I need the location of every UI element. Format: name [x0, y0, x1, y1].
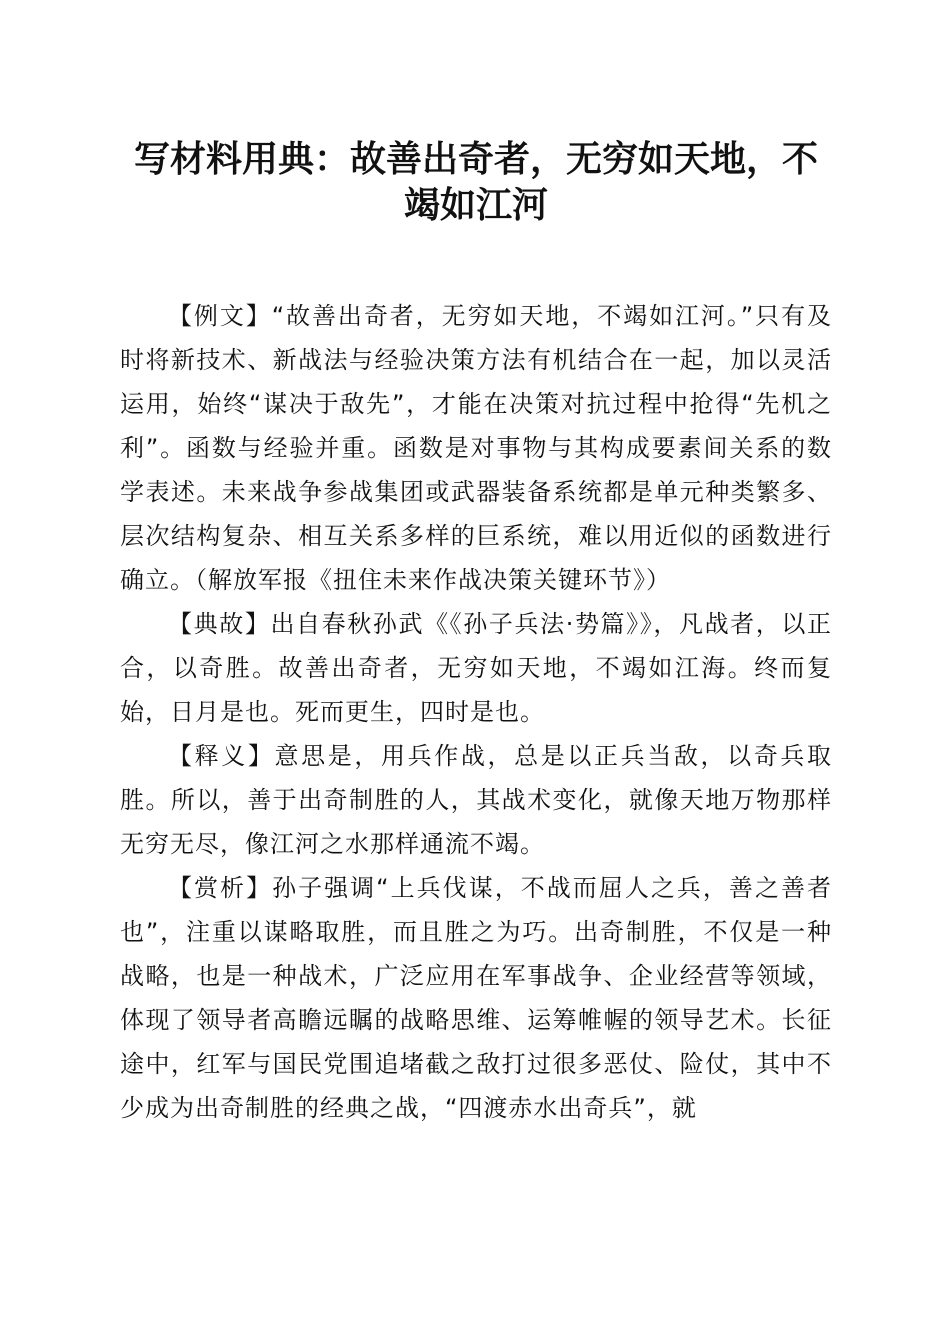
paragraph-allusion [120, 602, 832, 734]
paragraph-text: “故善出奇者，无穷如天地，不竭如江河。”只有及时将新技术、新战法与经验决策方法有机结合在一起，加以灵活运用，始终“谋决于敌先”，才能在决策对抗过程中抢得“先机之利”。函数与经验并重。函数是对事物与其构成要素间关系的数学表述。未来战争参战集团或武器装备系统都是单元种类繁多、层次结构复杂、相互关系多样的巨系统，难以用近似的函数进行确立。（解放军报《扭住未来作战决策关键环节》） [120, 302, 832, 594]
document-page [120, 0, 832, 1130]
paragraph-tag: 【赏析】 [168, 874, 273, 902]
paragraph-example [120, 294, 832, 602]
paragraph-meaning [120, 734, 832, 866]
paragraph-tag: 【释义】 [168, 742, 275, 770]
paragraph-tag: 【例文】 [168, 302, 272, 330]
paragraph-text: 意思是，用兵作战，总是以正兵当敌，以奇兵取胜。所以，善于出奇制胜的人，其战术变化，就像天地万物那样无穷无尽，像江河之水那样通流不竭。 [120, 742, 832, 858]
paragraph-appreciation [120, 866, 832, 1130]
paragraph-text: 出自春秋孙武《《孙子兵法·势篇》》，凡战者，以正合，以奇胜。故善出奇者，无穷如天地，不竭如江海。终而复始，日月是也。死而更生，四时是也。 [120, 610, 833, 726]
paragraph-text: 孙子强调“上兵伐谋，不战而屈人之兵，善之善者也”，注重以谋略取胜，而且胜之为巧。出奇制胜，不仅是一种战略，也是一种战术，广泛应用在军事战争、企业经营等领域，体现了领导者高瞻远瞩的战略思维、运筹帷幄的领导艺术。长征途中，红军与国民党围追堵截之敌打过很多恶仗、险仗，其中不少成为出奇制胜的经典之战，“四渡赤水出奇兵”，就 [120, 874, 832, 1122]
document-body [120, 294, 832, 1130]
document-title: 写材料用典：故善出奇者，无穷如天地，不竭如江河 [133, 138, 818, 226]
paragraph-tag: 【典故】 [168, 610, 271, 638]
